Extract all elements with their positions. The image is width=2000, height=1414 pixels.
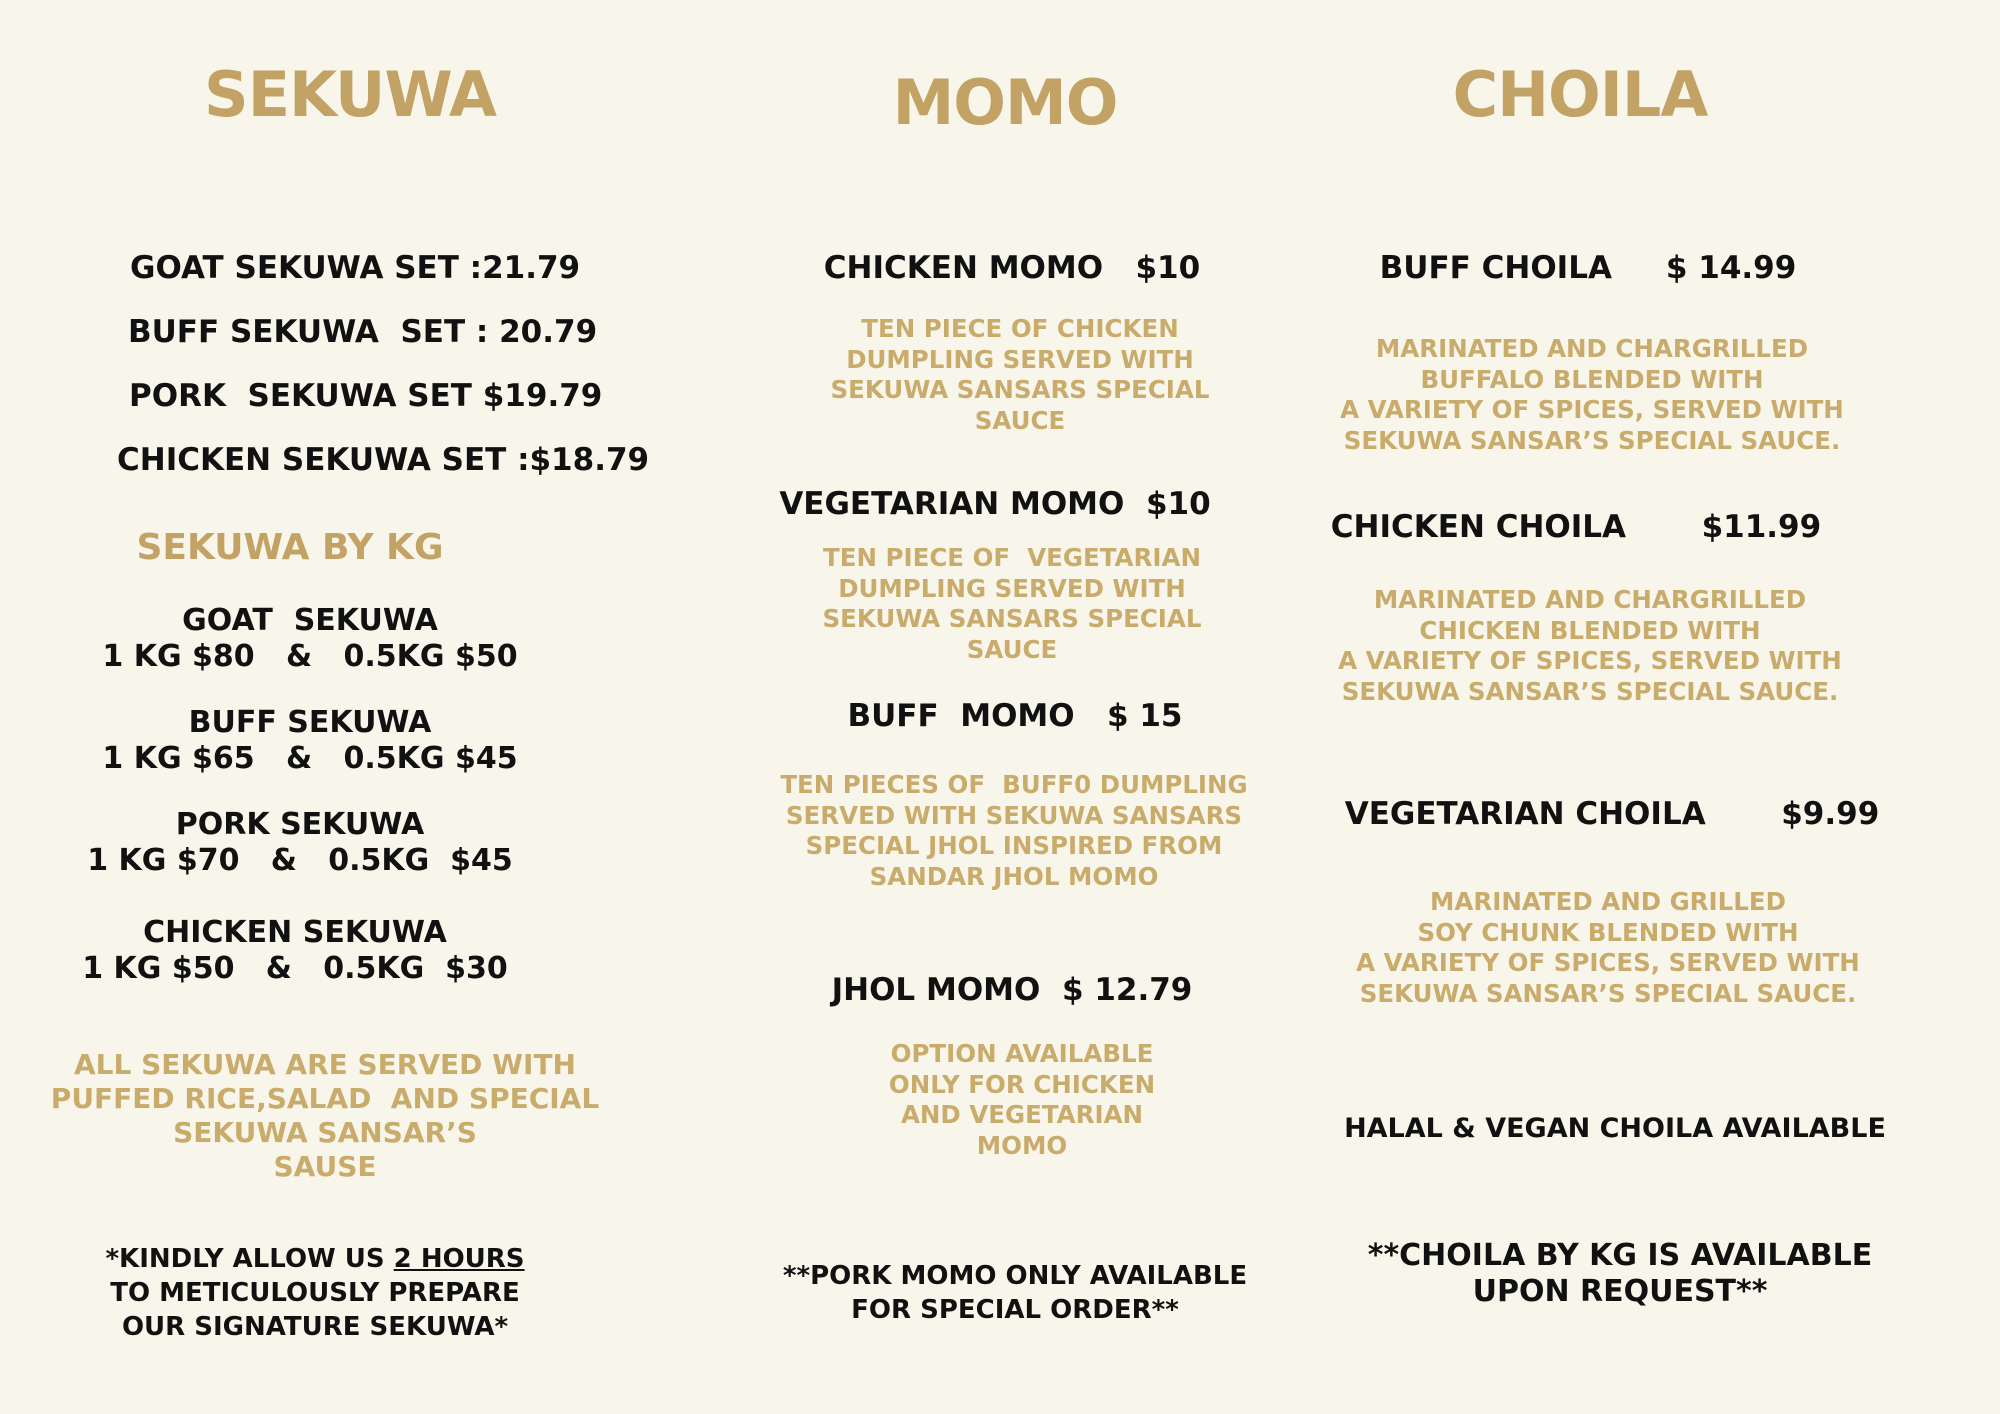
choila-item-name: VEGETARIAN CHOILA $9.99 [1344,796,1880,832]
sekuwa-kg-price: 1 KG $65 & 0.5KG $45 [102,741,518,776]
choila-item-name: CHICKEN CHOILA $11.99 [1330,509,1822,545]
sekuwa-set-item: GOAT SEKUWA SET :21.79 [130,250,581,286]
momo-item-desc: OPTION AVAILABLE ONLY FOR CHICKEN AND VEGETARIAN MOMO [888,1039,1156,1160]
sekuwa-kg-price: 1 KG $50 & 0.5KG $30 [82,951,508,986]
sekuwa-allow-note: *KINDLY ALLOW US 2 HOURS TO METICULOUSLY PREPARE OUR SIGNATURE SEKUWA* [105,1244,525,1342]
momo-item-desc: TEN PIECES OF BUFF0 DUMPLING SERVED WITH SEKUWA SANSARS SPECIAL JHOL INSPIRED FROM SANDAR JHOL MOMO [780,770,1248,891]
momo-item-name: CHICKEN MOMO $10 [823,250,1201,286]
sekuwa-title: SEKUWA [204,58,496,131]
choila-title: CHOILA [1452,58,1708,131]
momo-title: MOMO [892,66,1118,139]
sekuwa-kg-item [50,705,570,777]
sekuwa-served-note: ALL SEKUWA ARE SERVED WITH PUFFED RICE,SALAD AND SPECIAL SEKUWA SANSAR’S SAUSE [50,1048,600,1183]
sekuwa-kg-name: GOAT SEKUWA [182,603,438,638]
sekuwa-kg-price: 1 KG $80 & 0.5KG $50 [102,639,518,674]
sekuwa-by-kg-title: SEKUWA BY KG [136,527,444,568]
momo-pork-note: **PORK MOMO ONLY AVAILABLE FOR SPECIAL ORDER** [782,1261,1248,1325]
momo-item-desc: TEN PIECE OF VEGETARIAN DUMPLING SERVED WITH SEKUWA SANSARS SPECIAL SAUCE [822,543,1202,664]
choila-item-desc: MARINATED AND GRILLED SOY CHUNK BLENDED WITH A VARIETY OF SPICES, SERVED WITH SEKUWA SANSAR’S SPECIAL SAUCE. [1356,887,1860,1008]
choila-kg-note: **CHOILA BY KG IS AVAILABLE UPON REQUEST** [1367,1238,1873,1309]
momo-item-desc: TEN PIECE OF CHICKEN DUMPLING SERVED WITH SEKUWA SANSARS SPECIAL SAUCE [830,314,1210,435]
sekuwa-set-item: PORK SEKUWA SET $19.79 [129,378,603,414]
sekuwa-set-item: CHICKEN SEKUWA SET :$18.79 [117,442,650,478]
choila-item-name: BUFF CHOILA $ 14.99 [1379,250,1797,286]
sekuwa-kg-name: PORK SEKUWA [175,807,425,842]
sekuwa-kg-name: CHICKEN SEKUWA [143,915,447,950]
choila-halal-note: HALAL & VEGAN CHOILA AVAILABLE [1344,1113,1886,1144]
momo-column [740,0,1320,1414]
choila-item-desc: MARINATED AND CHARGRILLED BUFFALO BLENDED WITH A VARIETY OF SPICES, SERVED WITH SEKUWA SANSAR’S SPECIAL SAUCE. [1340,334,1844,455]
sekuwa-column [50,0,650,1414]
sekuwa-kg-name: BUFF SEKUWA [188,705,432,740]
choila-item-desc: MARINATED AND CHARGRILLED CHICKEN BLENDED WITH A VARIETY OF SPICES, SERVED WITH SEKUWA SANSAR’S SPECIAL SAUCE. [1338,585,1842,706]
momo-item-name: VEGETARIAN MOMO $10 [779,486,1211,522]
sekuwa-kg-item [40,807,560,879]
choila-column [1330,0,1960,1414]
sekuwa-kg-item [50,603,570,675]
sekuwa-kg-price: 1 KG $70 & 0.5KG $45 [87,843,513,878]
momo-item-name: BUFF MOMO $ 15 [847,698,1183,734]
momo-item-name: JHOL MOMO $ 12.79 [831,972,1193,1008]
sekuwa-set-item: BUFF SEKUWA SET : 20.79 [128,314,598,350]
sekuwa-kg-item [35,915,555,987]
